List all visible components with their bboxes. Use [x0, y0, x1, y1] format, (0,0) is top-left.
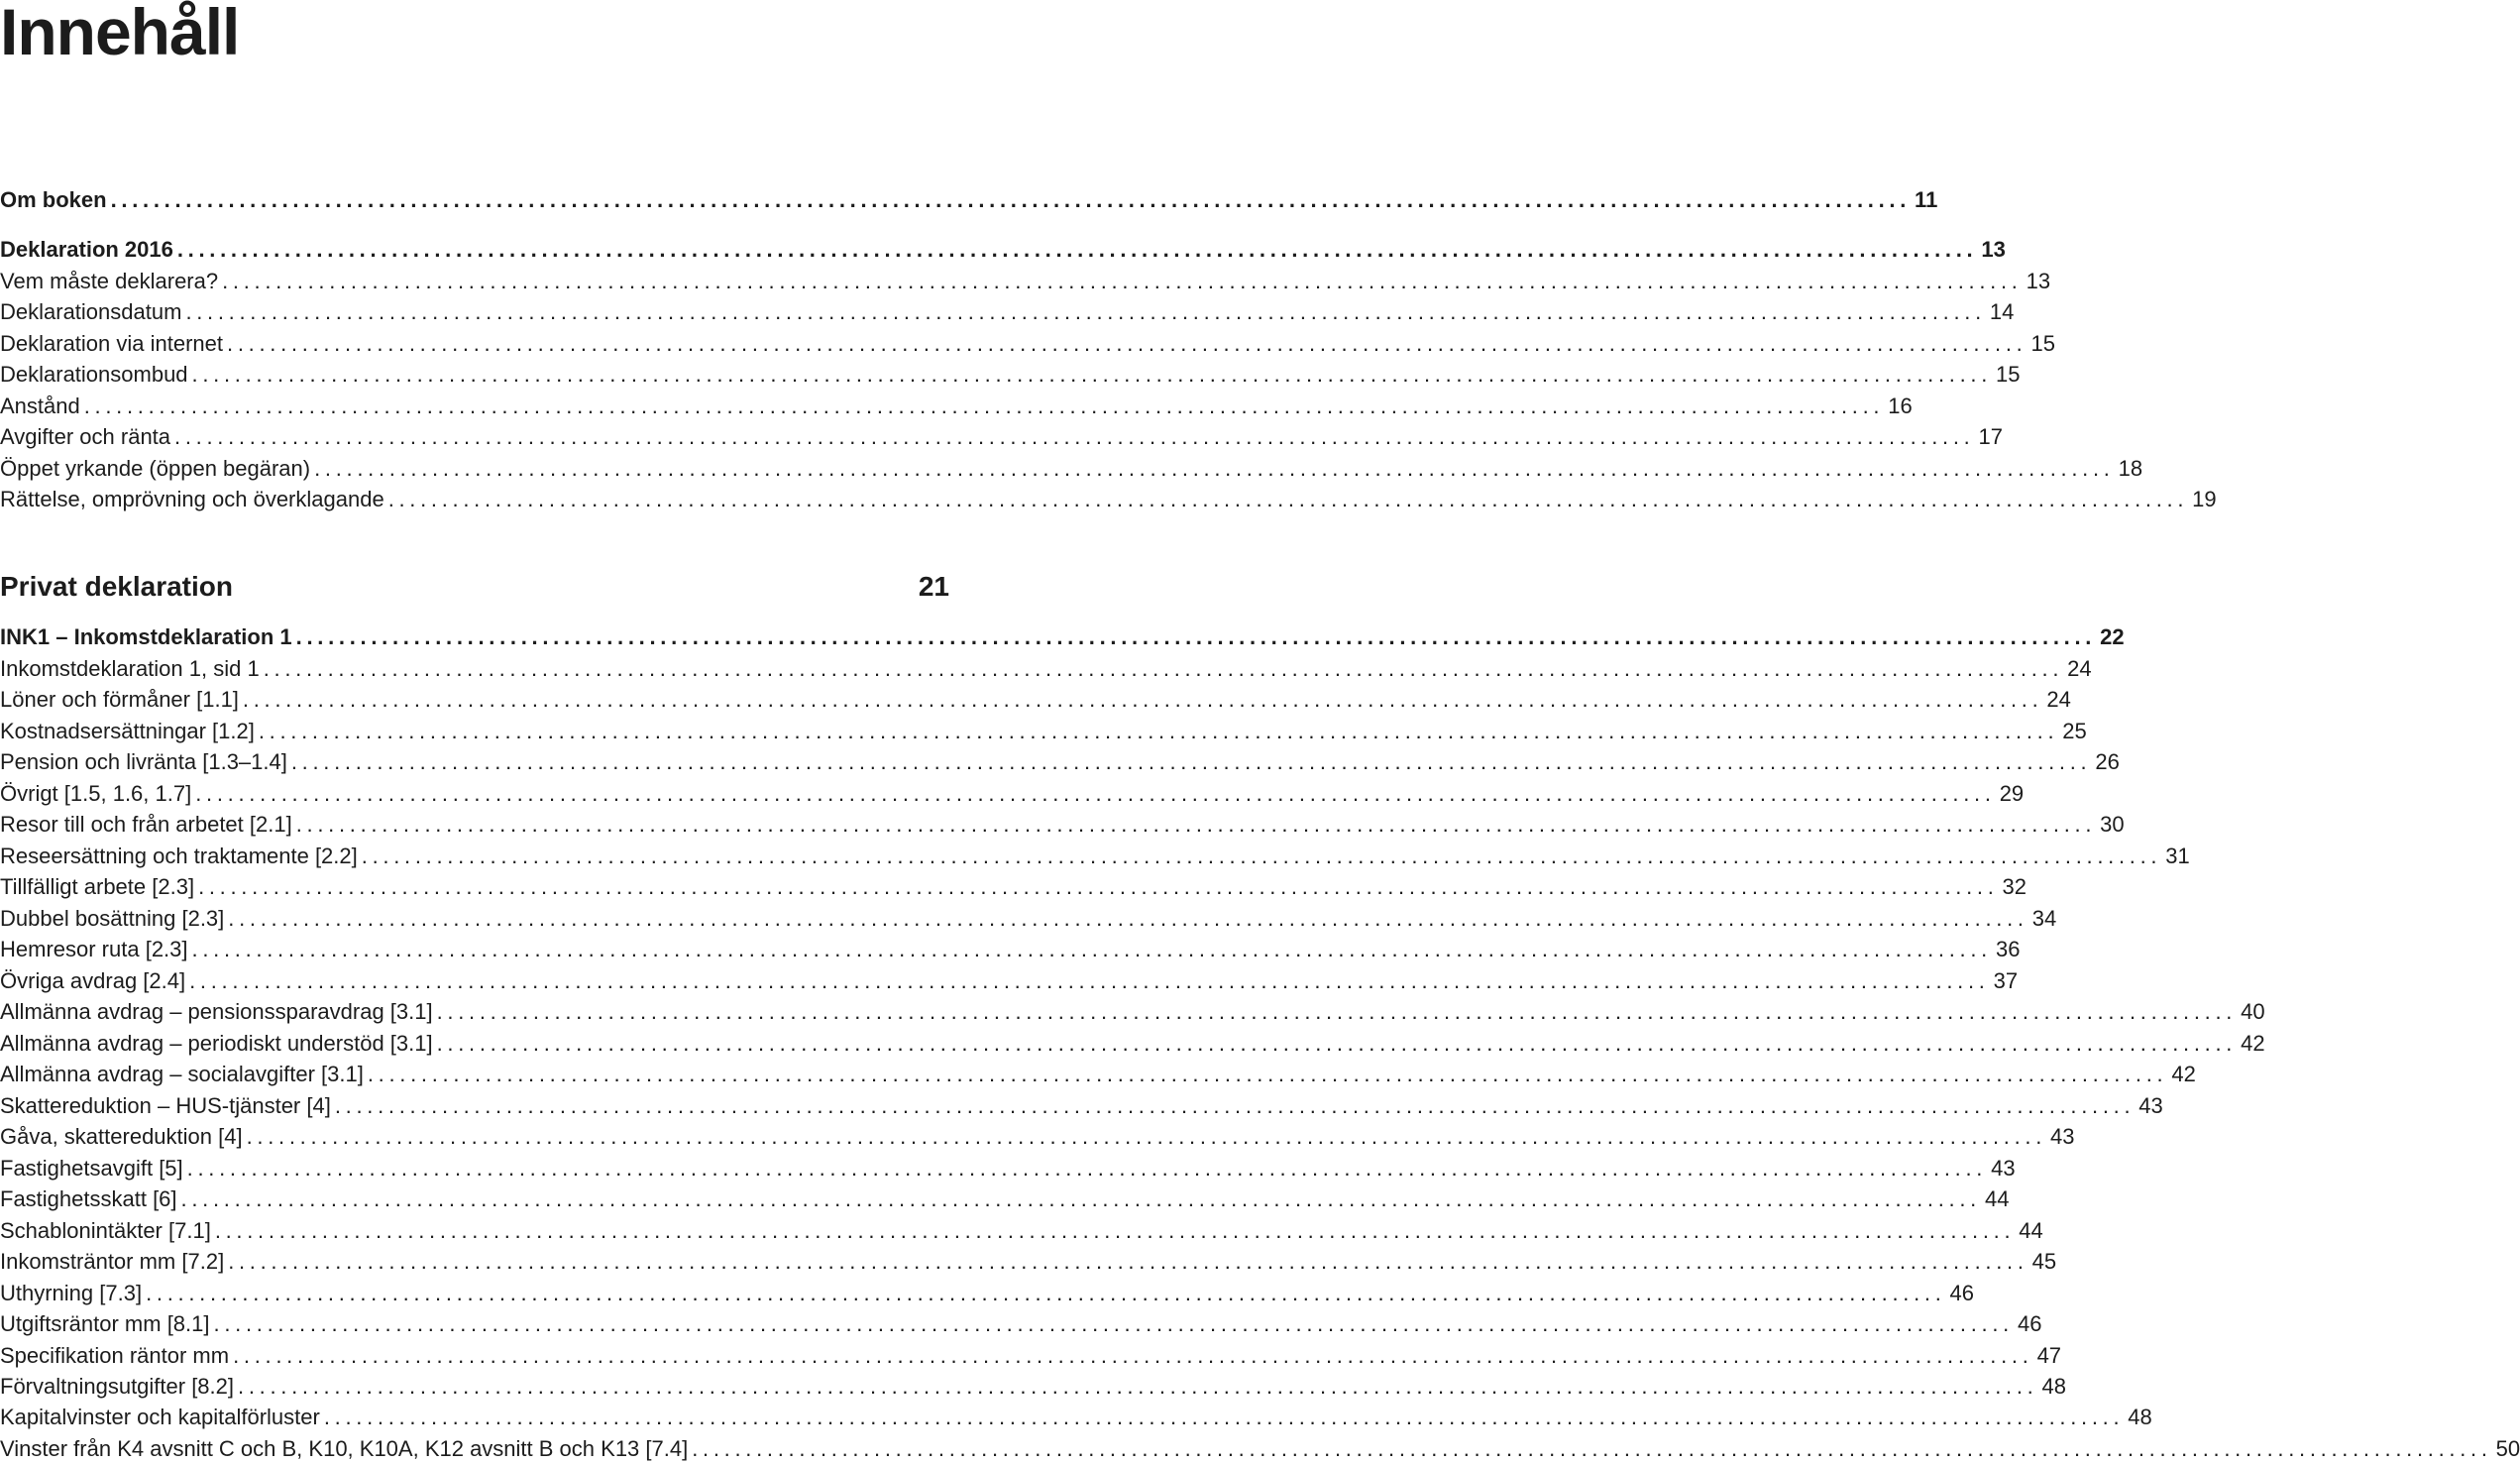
dot-leader: ........................................................................................................................................................................	[185, 299, 1986, 324]
page-number: 22	[2100, 624, 2125, 649]
entry-title: Övrigt [1.5, 1.6, 1.7]	[0, 781, 192, 806]
dot-leader: ........................................................................................................................................................................	[436, 999, 2238, 1024]
dot-leader: ........................................................................................................................................................................	[295, 624, 2097, 649]
dot-leader: ........................................................................................................................................................................	[290, 749, 2092, 774]
page-number: 13	[1981, 237, 2006, 262]
entry-title: Övriga avdrag [2.4]	[0, 968, 186, 993]
toc-entry[interactable]	[0, 905, 2057, 933]
toc-entry[interactable]	[0, 1404, 2152, 1431]
page-number: 43	[1991, 1156, 2016, 1181]
entry-title: Skattereduktion – HUS-tjänster [4]	[0, 1093, 331, 1118]
page-title: Innehåll	[0, 0, 240, 68]
toc-entry[interactable]	[0, 1310, 2042, 1338]
toc-entry[interactable]	[0, 1280, 1975, 1307]
page-number: 43	[2138, 1093, 2163, 1118]
page-number: 21	[918, 571, 949, 602]
dot-leader: ........................................................................................................................................................................	[246, 1124, 2047, 1149]
page-number: 26	[2095, 749, 2120, 774]
toc-entry[interactable]	[0, 1092, 2163, 1120]
dot-leader: ........................................................................................................................................................................	[222, 269, 2023, 293]
dot-leader: ........................................................................................................................................................................	[180, 1186, 1981, 1211]
entry-title: Deklaration via internet	[0, 331, 224, 356]
toc-entry[interactable]	[0, 1217, 2043, 1245]
entry-title: Allmänna avdrag – pensionssparavdrag [3.1]	[0, 999, 433, 1024]
entry-title: Fastighetsskatt [6]	[0, 1186, 177, 1211]
entry-title: Uthyrning [7.3]	[0, 1281, 143, 1305]
toc-entry[interactable]	[0, 423, 2003, 451]
page-number: 47	[2036, 1343, 2062, 1368]
dot-leader: ........................................................................................................................................................................	[692, 1436, 2492, 1461]
entry-title: Reseersättning och traktamente [2.2]	[0, 844, 358, 868]
dot-leader: ........................................................................................................................................................................	[228, 906, 2028, 931]
toc-entry[interactable]	[0, 1061, 2196, 1088]
dot-leader: ........................................................................................................................................................................	[242, 687, 2043, 712]
page-number: 25	[2062, 719, 2087, 743]
dot-leader: ........................................................................................................................................................................	[387, 487, 2189, 511]
page-number: 15	[2030, 331, 2055, 356]
entry-title: Vinster från K4 avsnitt C och B, K10, K10A, K12 avsnitt B och K13 [7.4]	[0, 1436, 689, 1461]
page-number: 50	[2495, 1436, 2520, 1461]
entry-title: Inkomstdeklaration 1, sid 1	[0, 656, 260, 681]
entry-title: Allmänna avdrag – periodiskt understöd [3.1]	[0, 1031, 433, 1056]
toc-entry[interactable]	[0, 1030, 2265, 1058]
dot-leader: ........................................................................................................................................................................	[314, 456, 2115, 481]
dot-leader: ........................................................................................................................................................................	[227, 331, 2027, 356]
toc-entry[interactable]	[0, 780, 2025, 808]
entry-title: Utgiftsräntor mm [8.1]	[0, 1311, 210, 1336]
dot-leader: ........................................................................................................................................................................	[361, 844, 2162, 868]
dot-leader: ........................................................................................................................................................................	[189, 968, 1990, 993]
entry-title: Om boken	[0, 187, 107, 212]
page-number: 43	[2050, 1124, 2075, 1149]
page-number: 44	[2019, 1218, 2043, 1243]
page-number: 42	[2171, 1062, 2196, 1086]
dot-leader: ........................................................................................................................................................................	[228, 1249, 2028, 1274]
toc-entry[interactable]	[0, 298, 2015, 326]
entry-title: Deklarationsdatum	[0, 299, 182, 324]
dot-leader: ........................................................................................................................................................................	[367, 1062, 2168, 1086]
toc-entry[interactable]	[0, 748, 2120, 776]
entry-title: Pension och livränta [1.3–1.4]	[0, 749, 287, 774]
toc-chapter-om-boken[interactable]	[0, 186, 1938, 214]
dot-leader: ........................................................................................................................................................................	[323, 1405, 2125, 1429]
page-number: 13	[2026, 269, 2051, 293]
entry-title: Vem måste deklarera?	[0, 269, 219, 293]
page-number: 34	[2031, 906, 2057, 931]
entry-title: Inkomsträntor mm [7.2]	[0, 1249, 225, 1274]
page-number: 32	[2002, 874, 2027, 899]
dot-leader: ........................................................................................................................................................................	[213, 1311, 2014, 1336]
toc-entry[interactable]	[0, 1155, 2016, 1182]
toc-entry[interactable]	[0, 686, 2071, 714]
entry-title: Deklaration 2016	[0, 237, 173, 262]
entry-title: Schablonintäkter [7.1]	[0, 1218, 211, 1243]
page-number: 48	[2128, 1405, 2152, 1429]
page-number: 15	[1996, 362, 2021, 387]
entry-title: Hemresor ruta [2.3]	[0, 937, 188, 961]
toc-part-privat-deklaration[interactable]	[0, 570, 949, 604]
page-number: 44	[1985, 1186, 2010, 1211]
dot-leader: ........................................................................................................................................................................	[186, 1156, 1988, 1181]
dot-leader: ........................................................................................................................................................................	[146, 1281, 1946, 1305]
page-number: 24	[2046, 687, 2071, 712]
page-number: 36	[1995, 937, 2021, 961]
entry-title: Fastighetsavgift [5]	[0, 1156, 183, 1181]
page-number: 46	[2017, 1311, 2042, 1336]
page-number: 11	[1915, 187, 1938, 212]
page-number: 30	[2100, 812, 2125, 837]
page-number: 37	[1993, 968, 2019, 993]
dot-leader: ........................................................................................................................................................................	[233, 1343, 2033, 1368]
toc-entry[interactable]	[0, 873, 2027, 901]
dot-leader: ........................................................................................................................................................................	[195, 781, 1996, 806]
toc-entry[interactable]	[0, 268, 2051, 295]
entry-title: Kapitalvinster och kapitalförluster	[0, 1405, 320, 1429]
entry-title: Deklarationsombud	[0, 362, 188, 387]
page-number: 16	[1888, 394, 1913, 418]
entry-title: Kostnadsersättningar [1.2]	[0, 719, 255, 743]
dot-leader: ........................................................................................................................................................................	[436, 1031, 2238, 1056]
page-number: 45	[2031, 1249, 2057, 1274]
entry-title: Avgifter och ränta	[0, 424, 171, 449]
page-number: 18	[2118, 456, 2143, 481]
page-number: 31	[2165, 844, 2190, 868]
entry-title: Tillfälligt arbete [2.3]	[0, 874, 195, 899]
page-number: 29	[1999, 781, 2025, 806]
page-number: 24	[2067, 656, 2092, 681]
toc-entry[interactable]	[0, 393, 1913, 420]
dot-leader: ........................................................................................................................................................................	[238, 1374, 2038, 1399]
dot-leader: ........................................................................................................................................................................	[174, 424, 1975, 449]
entry-title: Resor till och från arbetet [2.1]	[0, 812, 292, 837]
dot-leader: ........................................................................................................................................................................	[214, 1218, 2016, 1243]
toc-entry[interactable]	[0, 1185, 2010, 1213]
dot-leader: ........................................................................................................................................................................	[258, 719, 2059, 743]
toc-entry[interactable]	[0, 1248, 2057, 1276]
dot-leader: ........................................................................................................................................................................	[334, 1093, 2136, 1118]
entry-title: Rättelse, omprövning och överklagande	[0, 487, 384, 511]
page-number: 17	[1978, 424, 2003, 449]
dot-leader: ........................................................................................................................................................................	[83, 394, 1885, 418]
toc-entry[interactable]	[0, 936, 2021, 963]
dot-leader: ........................................................................................................................................................................	[198, 874, 1999, 899]
toc-entry[interactable]	[0, 361, 2021, 389]
toc-entry[interactable]	[0, 811, 2125, 839]
toc-entry[interactable]	[0, 1123, 2075, 1151]
entry-title: Förvaltningsutgifter [8.2]	[0, 1374, 235, 1399]
page-number: 40	[2241, 999, 2265, 1024]
toc-entry[interactable]	[0, 1373, 2066, 1401]
page-number: 48	[2041, 1374, 2066, 1399]
toc-entry[interactable]	[0, 998, 2265, 1026]
entry-title: Specifikation räntor mm	[0, 1343, 230, 1368]
entry-title: Gåva, skattereduktion [4]	[0, 1124, 243, 1149]
entry-title: INK1 – Inkomstdeklaration 1	[0, 624, 292, 649]
page-number: 14	[1989, 299, 2015, 324]
entry-title: Allmänna avdrag – socialavgifter [3.1]	[0, 1062, 364, 1086]
dot-leader: ........................................................................................................................................................................	[263, 656, 2064, 681]
dot-leader: ........................................................................................................................................................................	[191, 937, 1992, 961]
page-number: 42	[2241, 1031, 2265, 1056]
entry-title: Privat deklaration	[0, 571, 233, 602]
entry-title: Dubbel bosättning [2.3]	[0, 906, 225, 931]
dot-leader: ........................................................................................................................................................................	[191, 362, 1993, 387]
toc-entry[interactable]	[0, 655, 2092, 683]
dot-leader: ........................................................................................................................................................................	[295, 812, 2097, 837]
dot-leader: ........................................................................................................................................................................	[176, 237, 1978, 262]
toc-entry[interactable]	[0, 486, 2217, 513]
toc-entry[interactable]	[0, 843, 2190, 870]
page-number: 19	[2192, 487, 2217, 511]
toc-entry[interactable]	[0, 1342, 2062, 1370]
toc-chapter-deklaration-2016[interactable]	[0, 236, 2006, 264]
dot-leader: ........................................................................................................................................................................	[110, 187, 1912, 212]
entry-title: Löner och förmåner [1.1]	[0, 687, 239, 712]
entry-title: Öppet yrkande (öppen begäran)	[0, 456, 311, 481]
toc-entry[interactable]	[0, 1435, 2520, 1463]
toc-entry[interactable]	[0, 967, 2019, 995]
toc-entry[interactable]	[0, 718, 2087, 745]
page-number: 46	[1949, 1281, 1975, 1305]
entry-title: Anstånd	[0, 394, 80, 418]
toc-entry[interactable]	[0, 330, 2055, 358]
toc-chapter-ink1[interactable]	[0, 623, 2125, 651]
toc-entry[interactable]	[0, 455, 2143, 483]
